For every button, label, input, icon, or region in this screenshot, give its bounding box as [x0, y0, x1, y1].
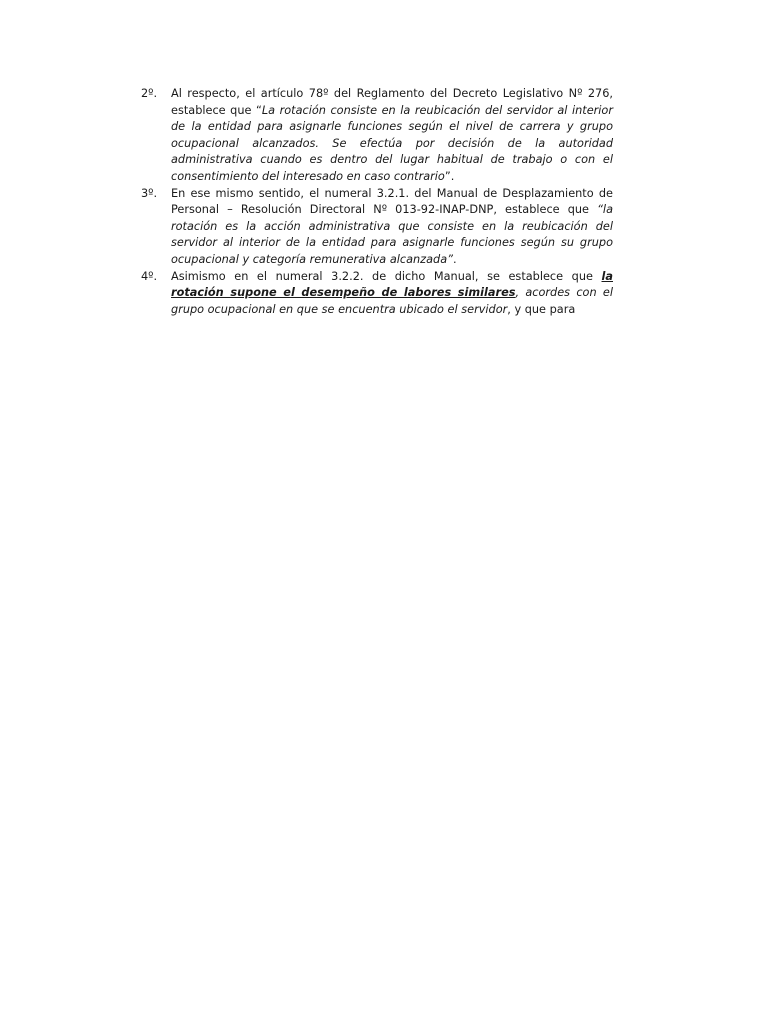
italic-text: , acordes con el grupo ocupacional en que se encuentra ubicado el servidor: [171, 286, 613, 316]
paragraph-2: [141, 86, 613, 186]
paragraph-text: [171, 186, 613, 269]
paragraph-number: 4º.: [141, 269, 158, 283]
text-run: En ese mismo sentido, el numeral 3.2.1. del Manual de Desplazamiento de Personal – Resolución Directoral Nº 013-92-INAP-DNP, establece que: [171, 186, 613, 217]
paragraph-text: [171, 269, 613, 319]
text-run: Asimismo en el numeral 3.2.2. de dicho Manual, se establece que: [171, 269, 602, 283]
text-run: .: [452, 252, 457, 266]
text-run: ”.: [444, 169, 455, 183]
paragraph-number: 2º.: [141, 87, 158, 100]
paragraph-number: 3º.: [141, 186, 158, 200]
quoted-text: “la rotación es la acción administrativa que consiste en la reubicación del servidor al interior de la entidad para asignarle funciones según su grupo ocupacional y categoría remunerativa alcanzada”: [171, 203, 613, 266]
document-body: [141, 86, 613, 318]
text-run: Al respecto, el artículo 78º del Reglamento del Decreto Legislativo Nº 276, establece que “: [171, 87, 613, 117]
paragraph-text: [171, 86, 613, 186]
paragraph-3: [141, 186, 613, 269]
quoted-text: La rotación consiste en la reubicación del servidor al interior de la entidad para asignarle funciones según el nivel de carrera y grupo ocupacional alcanzados. Se efectúa por decisión de la autoridad administrativa cuando es dentro del lugar habitual de trabajo o con el consentimiento del interesado en caso contrario: [171, 103, 613, 183]
text-run: , y que para: [507, 302, 576, 316]
paragraph-4: [141, 269, 613, 319]
emphasized-text: la rotación supone el desempeño de labores similares: [171, 269, 613, 300]
